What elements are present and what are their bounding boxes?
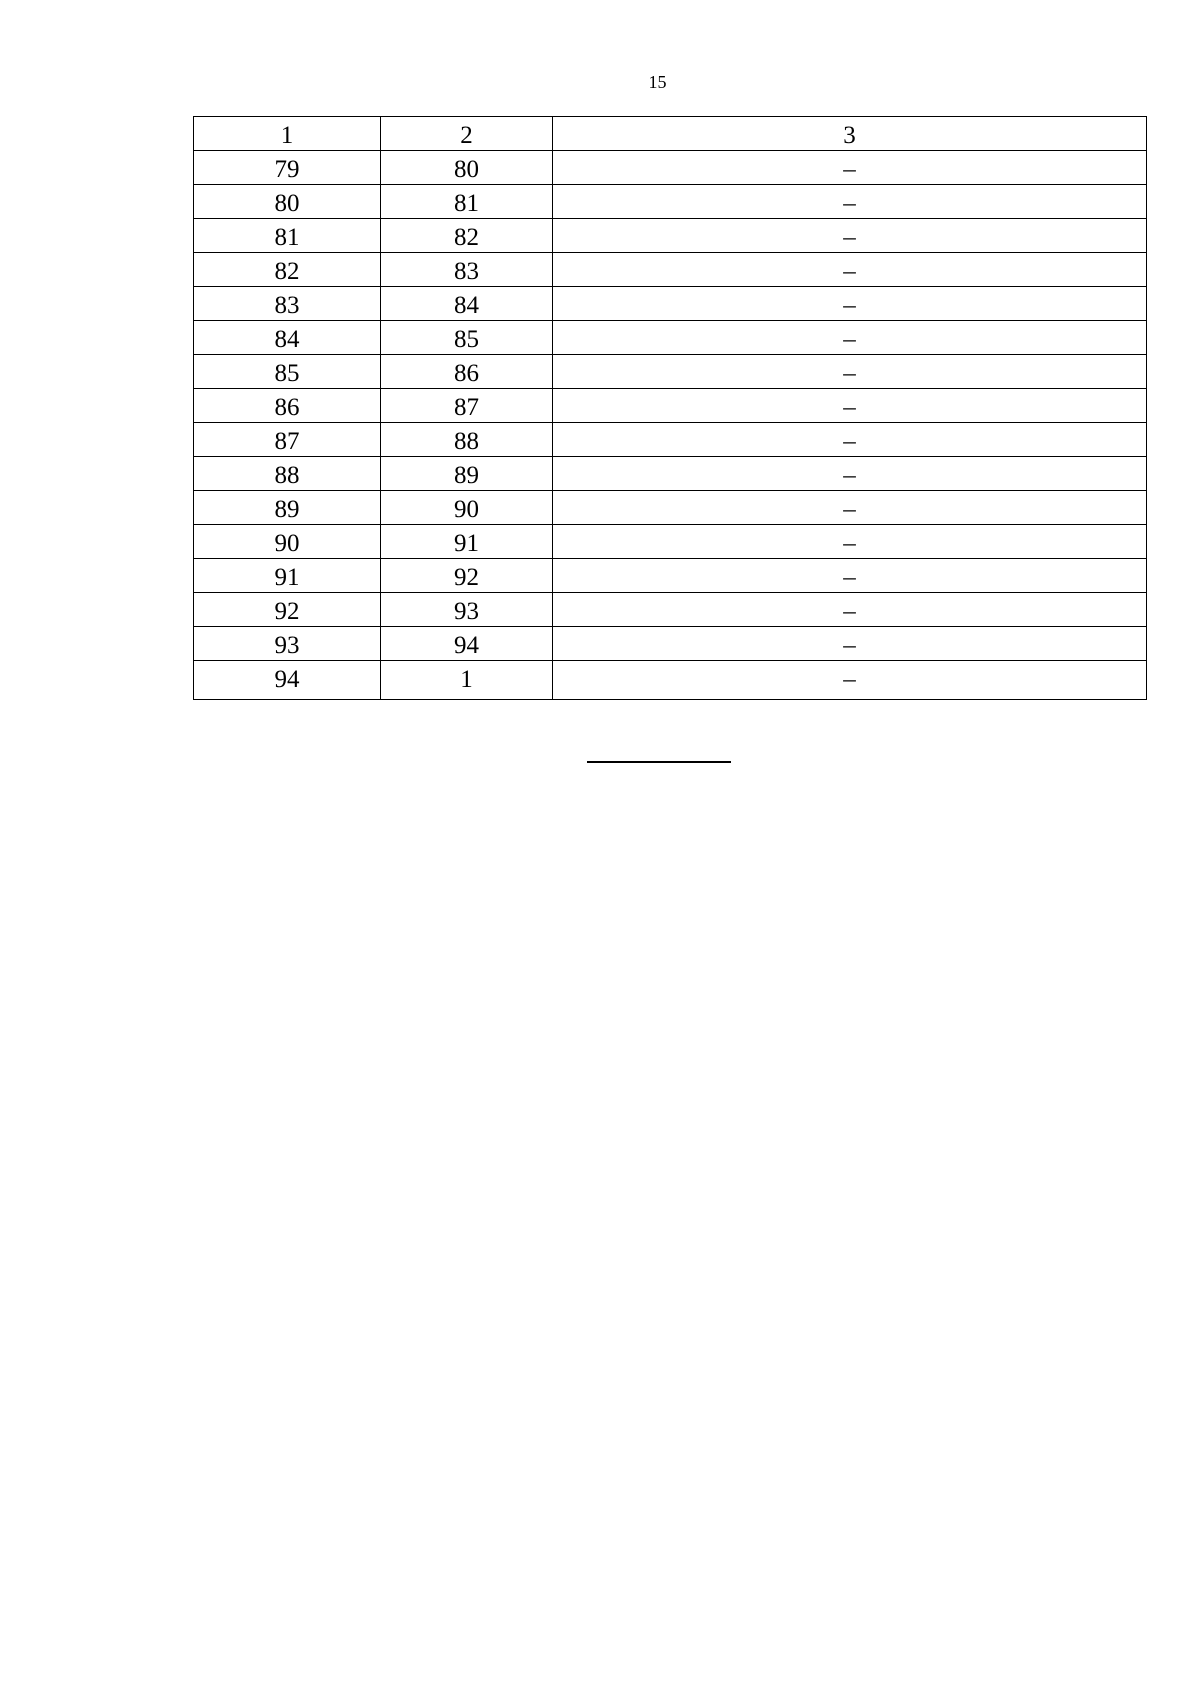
table-cell: – [553, 151, 1147, 185]
table-row [194, 287, 1147, 321]
table-cell: 82 [194, 253, 381, 287]
table-cell: – [553, 423, 1147, 457]
table-cell: 81 [381, 185, 553, 219]
table-cell: 89 [194, 491, 381, 525]
table-cell: 94 [381, 627, 553, 661]
table-cell: – [553, 253, 1147, 287]
table-cell: – [553, 525, 1147, 559]
table-cell: – [553, 321, 1147, 355]
table-cell: 80 [194, 185, 381, 219]
table-row [194, 491, 1147, 525]
table-row [194, 389, 1147, 423]
table-row [194, 627, 1147, 661]
table-row [194, 661, 1147, 700]
table-cell: 86 [381, 355, 553, 389]
table-cell: 90 [194, 525, 381, 559]
table-cell: 88 [194, 457, 381, 491]
table-cell: – [553, 355, 1147, 389]
page-number: 15 [648, 72, 667, 92]
table-cell: 90 [381, 491, 553, 525]
table-cell: 1 [381, 661, 553, 700]
table-cell: 92 [194, 593, 381, 627]
table-cell: – [553, 287, 1147, 321]
table-cell: 83 [381, 253, 553, 287]
table-cell: 84 [381, 287, 553, 321]
table-row [194, 457, 1147, 491]
table-header-cell: 3 [553, 117, 1147, 151]
table-cell: 93 [194, 627, 381, 661]
table-row [194, 185, 1147, 219]
table-cell: – [553, 593, 1147, 627]
table-cell: 85 [381, 321, 553, 355]
table-cell: – [553, 389, 1147, 423]
table-cell: 88 [381, 423, 553, 457]
table-cell: 83 [194, 287, 381, 321]
table-row [194, 593, 1147, 627]
table-cell: 85 [194, 355, 381, 389]
table-cell: – [553, 559, 1147, 593]
table-cell: 82 [381, 219, 553, 253]
table-row [194, 559, 1147, 593]
table-cell: 94 [194, 661, 381, 700]
table-cell: – [553, 457, 1147, 491]
table-cell: – [553, 627, 1147, 661]
data-table [193, 116, 1147, 700]
table-header-row [194, 117, 1147, 151]
table-row [194, 253, 1147, 287]
table-cell: – [553, 185, 1147, 219]
table-header-cell: 1 [194, 117, 381, 151]
table-row [194, 219, 1147, 253]
table-row [194, 423, 1147, 457]
table-cell: 91 [381, 525, 553, 559]
table-cell: 86 [194, 389, 381, 423]
table-cell: 92 [381, 559, 553, 593]
table-cell: – [553, 219, 1147, 253]
table-cell: – [553, 491, 1147, 525]
table-row [194, 355, 1147, 389]
table-row [194, 151, 1147, 185]
table-cell: 91 [194, 559, 381, 593]
table-cell: – [553, 661, 1147, 700]
table-cell: 87 [194, 423, 381, 457]
table-cell: 89 [381, 457, 553, 491]
table-header-cell: 2 [381, 117, 553, 151]
table-row [194, 525, 1147, 559]
table-row [194, 321, 1147, 355]
table-cell: 81 [194, 219, 381, 253]
table-cell: 80 [381, 151, 553, 185]
table-cell: 84 [194, 321, 381, 355]
end-separator-line [587, 761, 731, 763]
table-cell: 93 [381, 593, 553, 627]
table-cell: 87 [381, 389, 553, 423]
table-cell: 79 [194, 151, 381, 185]
